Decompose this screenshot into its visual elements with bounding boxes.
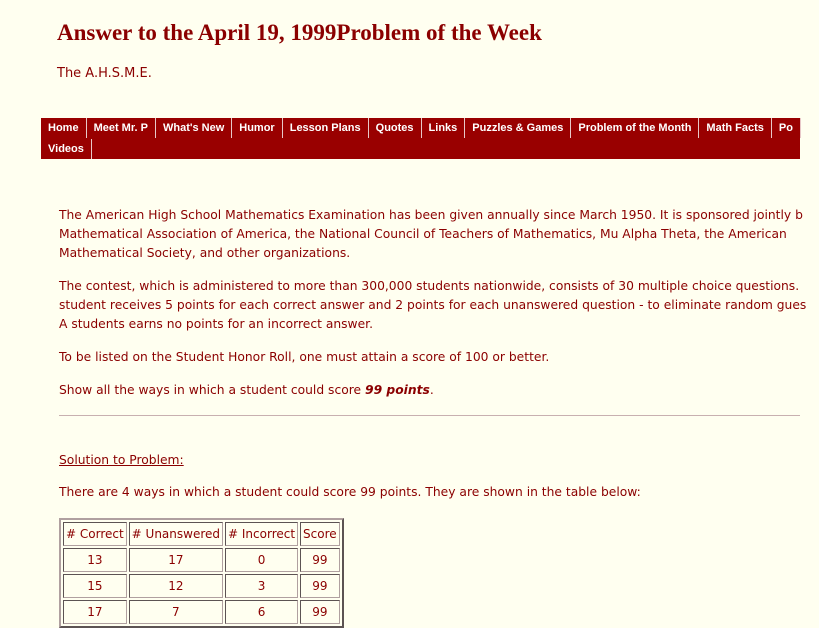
nav-link-po-truncated[interactable]: Po (772, 118, 801, 138)
text-line: student receives 5 points for each correct answer and 2 points for each unanswered question - to eliminate random gues (59, 298, 807, 312)
column-header-unanswered: # Unanswered (129, 522, 223, 546)
cell-score: 99 (300, 600, 340, 624)
column-header-correct: # Correct (63, 522, 127, 546)
table-row (63, 600, 340, 624)
nav-link-humor[interactable]: Humor (232, 118, 282, 138)
horizontal-rule (59, 415, 800, 416)
question-text: Show all the ways in which a student could score (59, 383, 366, 397)
question-period: . (429, 383, 434, 397)
cell-unanswered: 12 (129, 574, 223, 598)
cell-correct: 17 (63, 600, 127, 624)
nav-link-problem-of-the-month[interactable]: Problem of the Month (571, 118, 699, 138)
text-line: Mathematical Society, and other organizations. (59, 246, 351, 260)
table-row (63, 548, 340, 572)
cell-incorrect: 6 (225, 600, 298, 624)
nav-row-1 (41, 118, 801, 138)
table-row (63, 574, 340, 598)
problem-statement (59, 206, 819, 414)
text-line: The contest, which is administered to more than 300,000 students nationwide, consists of 30 multiple choice questions. (59, 279, 800, 293)
question-paragraph (59, 381, 819, 400)
main-nav-bar (41, 118, 800, 159)
column-header-incorrect: # Incorrect (225, 522, 298, 546)
nav-link-links[interactable]: Links (422, 118, 466, 138)
nav-link-lesson-plans[interactable]: Lesson Plans (283, 118, 369, 138)
column-header-score: Score (300, 522, 340, 546)
text-line: To be listed on the Student Honor Roll, one must attain a score of 100 or better. (59, 350, 550, 364)
contest-paragraph (59, 277, 819, 334)
nav-link-whats-new[interactable]: What's New (156, 118, 232, 138)
cell-score: 99 (300, 574, 340, 598)
cell-score: 99 (300, 548, 340, 572)
nav-link-meet-mr-p[interactable]: Meet Mr. P (87, 118, 156, 138)
solution-table (59, 518, 344, 628)
nav-link-puzzles-games[interactable]: Puzzles & Games (465, 118, 571, 138)
solution-intro: There are 4 ways in which a student could score 99 points. They are shown in the table below: (59, 485, 641, 499)
intro-paragraph (59, 206, 819, 263)
text-line: Mathematical Association of America, the National Council of Teachers of Mathematics, Mu Alpha Theta, the American (59, 227, 787, 241)
page-title: Answer to the April 19, 1999Problem of the Week (57, 20, 542, 45)
cell-correct: 15 (63, 574, 127, 598)
question-emphasis: 99 points (365, 383, 430, 397)
cell-unanswered: 7 (129, 600, 223, 624)
nav-link-math-facts[interactable]: Math Facts (699, 118, 771, 138)
nav-row-2 (41, 139, 92, 159)
honor-roll-paragraph (59, 348, 819, 367)
cell-unanswered: 17 (129, 548, 223, 572)
nav-link-home[interactable]: Home (41, 118, 87, 138)
nav-link-quotes[interactable]: Quotes (369, 118, 422, 138)
cell-correct: 13 (63, 548, 127, 572)
cell-incorrect: 3 (225, 574, 298, 598)
page-subtitle: The A.H.S.M.E. (57, 66, 152, 81)
table-header-row (63, 522, 340, 546)
solution-heading: Solution to Problem: (59, 453, 184, 467)
nav-link-videos[interactable]: Videos (41, 139, 92, 159)
text-line: A students earns no points for an incorrect answer. (59, 317, 374, 331)
cell-incorrect: 0 (225, 548, 298, 572)
text-line: The American High School Mathematics Examination has been given annually since March 1950. It is sponsored jointly b (59, 208, 803, 222)
